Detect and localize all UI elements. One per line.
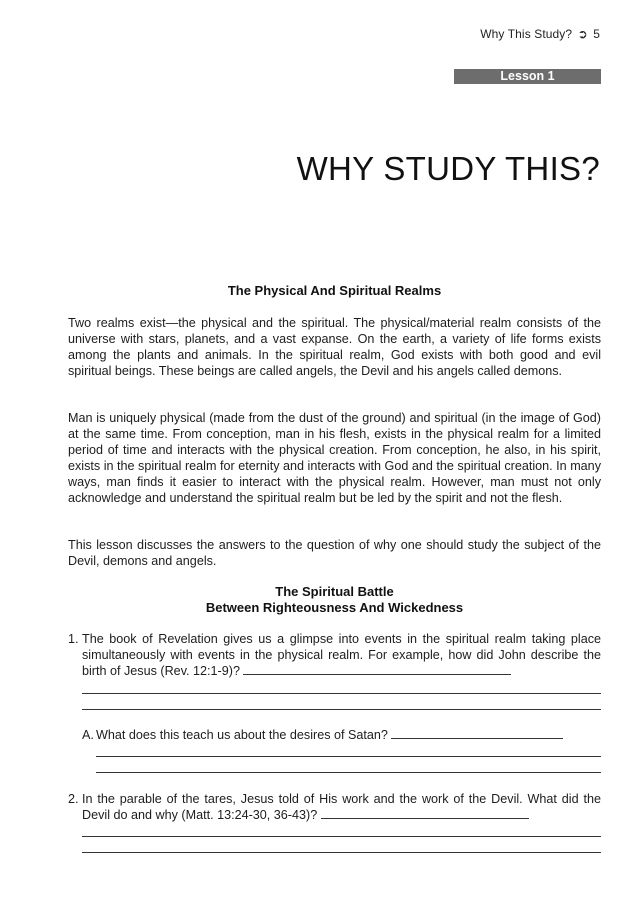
question-text: What does this teach us about the desires of Satan?: [96, 728, 388, 742]
section-heading-battle-line1: The Spiritual Battle: [275, 584, 394, 599]
question-number: 2.: [68, 792, 79, 806]
question-text: In the parable of the tares, Jesus told of His work and the work of the Devil. What did the Devil do and why (Matt. 13:24-30, 36-43)?: [82, 792, 601, 822]
running-title: Why This Study?: [480, 27, 573, 41]
running-header: [480, 27, 600, 41]
question-2: [68, 791, 601, 823]
arrow-icon: ➲: [577, 27, 588, 41]
page-title: WHY STUDY THIS?: [296, 150, 600, 187]
paragraph-2: Man is uniquely physical (made from the dust of the ground) and spiritual (in the image of God) at the same time. From conception, man in his flesh, exists in the physical realm for a limited period of time and interacts with the physical creation. From conception, he also, in his spirit, exists in the spiritual realm for eternity and interacts with God and the spiritual creation. In many ways, man finds it easier to interact with the physical realm. However, man must not only acknowledge and understand the spiritual realm but be led by the spirit and not the flesh.: [68, 411, 601, 505]
answer-line[interactable]: [82, 852, 601, 853]
section-heading-battle-line2: Between Righteousness And Wickedness: [205, 600, 464, 615]
section-heading-realms: The Physical And Spiritual Realms: [227, 283, 442, 298]
answer-line[interactable]: [82, 693, 601, 694]
paragraph-1: Two realms exist—the physical and the spiritual. The physical/material realm consists of the universe with stars, planets, and a vast expanse. On the earth, a variety of life forms exists among the plants and animals. In the spiritual realm, God exists with both good and evil spiritual beings. These beings are called angels, the Devil and his angels called demons.: [68, 316, 601, 378]
lesson-label: Lesson 1: [454, 69, 601, 84]
answer-blank[interactable]: [391, 727, 563, 739]
answer-blank[interactable]: [243, 663, 511, 675]
page-number: 5: [593, 27, 600, 41]
answer-blank[interactable]: [321, 807, 529, 819]
question-1a: [82, 727, 601, 743]
question-number: 1.: [68, 632, 79, 646]
paragraph-3: This lesson discusses the answers to the question of why one should study the subject of the Devil, demons and angels.: [68, 538, 601, 568]
answer-line[interactable]: [82, 709, 601, 710]
answer-line[interactable]: [96, 772, 601, 773]
question-1: [68, 631, 601, 679]
question-text: The book of Revelation gives us a glimpse into events in the spiritual realm taking place simultaneously with events in the physical realm. For example, how did John describe the birth of Jesus (Rev. 12:1-9)?: [82, 632, 601, 678]
answer-line[interactable]: [96, 756, 601, 757]
question-number: A.: [82, 728, 94, 742]
answer-line[interactable]: [82, 836, 601, 837]
section-heading-battle: [68, 584, 601, 616]
